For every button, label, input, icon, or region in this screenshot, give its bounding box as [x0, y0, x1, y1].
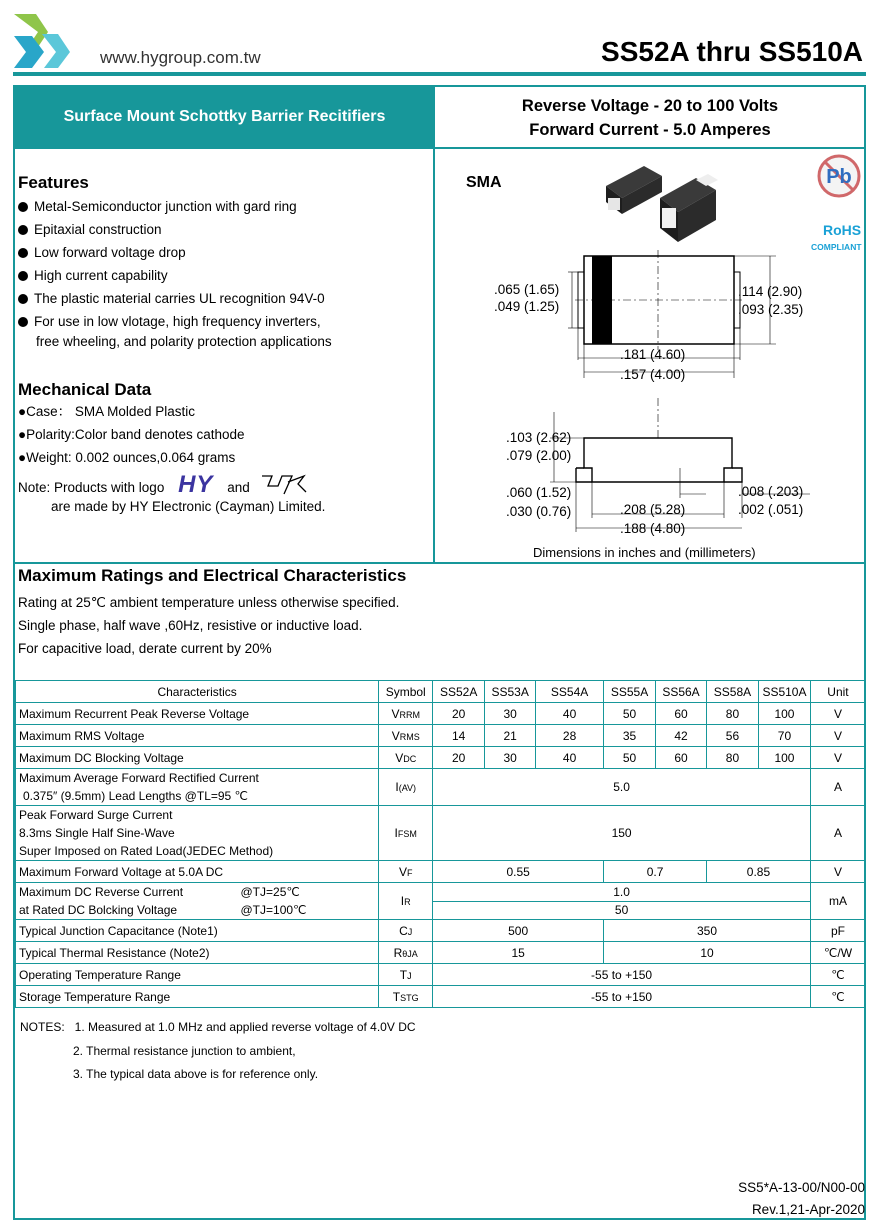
- sma-package-photo-icon: [600, 158, 730, 248]
- value-cell: 0.85: [707, 861, 811, 883]
- value-cell: 1.0: [433, 883, 811, 902]
- symbol-cell: CJ: [379, 920, 433, 942]
- table-row: [16, 883, 866, 902]
- dim-label: .181 (4.60): [620, 347, 686, 362]
- features-list: [18, 195, 332, 351]
- table-header-row: [16, 681, 866, 703]
- value-cell: 150: [433, 806, 811, 861]
- value-cell: 56: [707, 725, 759, 747]
- value-cell: -55 to +150: [433, 986, 811, 1008]
- company-logo-icon: [12, 12, 72, 70]
- value-cell: 30: [485, 703, 536, 725]
- symbol-cell: VRMS: [379, 725, 433, 747]
- table-row: [16, 747, 866, 769]
- ratings-heading: Maximum Ratings and Electrical Characteristics: [18, 566, 407, 585]
- row-label: Maximum RMS Voltage: [16, 725, 379, 747]
- dimensions-caption: Dimensions in inches and (millimeters): [533, 545, 756, 560]
- note-prefix: Note: Products with logo: [18, 480, 165, 495]
- mechanical-list: [18, 400, 245, 469]
- value-cell: 5.0: [433, 769, 811, 806]
- list-item: Metal-Semiconductor junction with gard ring: [18, 195, 332, 218]
- value-cell: 100: [758, 703, 810, 725]
- unit-cell: V: [810, 725, 865, 747]
- value-cell: 10: [604, 942, 811, 964]
- row-label: Operating Temperature Range: [16, 964, 379, 986]
- dim-label: .114 (2.90): [738, 284, 803, 299]
- column-header: Symbol: [379, 681, 433, 703]
- column-header: SS55A: [604, 681, 656, 703]
- forward-current-text: Forward Current - 5.0 Amperes: [529, 121, 771, 139]
- rating-condition: Rating at 25℃ ambient temperature unless otherwise specified.: [18, 595, 400, 610]
- product-banner: Surface Mount Schottky Barrier Recitifiers: [15, 87, 434, 147]
- value-cell: 30: [485, 747, 536, 769]
- case-text: ●Case： SMA Molded Plastic: [18, 404, 195, 419]
- value-cell: 50: [604, 747, 656, 769]
- value-cell: 35: [604, 725, 656, 747]
- value-cell: 28: [536, 725, 604, 747]
- unit-cell: A: [810, 769, 865, 806]
- symbol-cell: TSTG: [379, 986, 433, 1008]
- value-cell: 15: [433, 942, 604, 964]
- row-label: Maximum DC Reverse Current @TJ=25℃ at Rated DC Bolcking Voltage @TJ=100℃: [16, 883, 379, 920]
- row-label: Maximum Recurrent Peak Reverse Voltage: [16, 703, 379, 725]
- unit-cell: V: [810, 747, 865, 769]
- dim-label: .008 (.203): [738, 484, 804, 499]
- table-row: [16, 920, 866, 942]
- column-header: SS56A: [656, 681, 707, 703]
- list-item: Epitaxial construction: [18, 218, 332, 241]
- value-cell: 0.55: [433, 861, 604, 883]
- column-header: SS52A: [433, 681, 485, 703]
- revision-date: Rev.1,21-Apr-2020: [751, 1202, 865, 1217]
- features-heading: Features: [18, 173, 89, 192]
- symbol-cell: VF: [379, 861, 433, 883]
- value-cell: 80: [707, 747, 759, 769]
- header-rule: [13, 72, 866, 76]
- divider: [433, 87, 435, 563]
- value-cell: 20: [433, 703, 485, 725]
- dim-label: .002 (.051): [738, 502, 804, 517]
- row-label: Typical Junction Capacitance (Note1): [16, 920, 379, 942]
- dim-label: .157 (4.00): [620, 367, 686, 382]
- symbol-cell: IFSM: [379, 806, 433, 861]
- row-label: Maximum DC Blocking Voltage: [16, 747, 379, 769]
- column-header: Characteristics: [16, 681, 379, 703]
- rating-condition: Single phase, half wave ,60Hz, resistive or inductive load.: [18, 618, 363, 633]
- table-row: [16, 942, 866, 964]
- symbol-cell: VRRM: [379, 703, 433, 725]
- table-row: [16, 806, 866, 861]
- divider: [15, 147, 866, 149]
- rating-summary: [436, 94, 864, 142]
- package-name: SMA: [466, 174, 502, 191]
- column-header: SS53A: [485, 681, 536, 703]
- value-cell: 50: [433, 901, 811, 920]
- note-3: 3. The typical data above is for reference only.: [73, 1067, 319, 1081]
- value-cell: 0.7: [604, 861, 707, 883]
- value-cell: 500: [433, 920, 604, 942]
- value-cell: 70: [758, 725, 810, 747]
- value-cell: 80: [707, 703, 759, 725]
- row-label: Peak Forward Surge Current 8.3ms Single Half Sine-Wave Super Imposed on Rated Load(JEDEC Method): [16, 806, 379, 861]
- list-item: The plastic material carries UL recognition 94V-0: [18, 287, 332, 310]
- polarity-text: ●Polarity:Color band denotes cathode: [18, 427, 245, 442]
- row-label: Maximum Average Forward Rectified Current 0.375″ (9.5mm) Lead Lengths @TL=95 ℃: [16, 769, 379, 806]
- dim-label: .208 (5.28): [620, 502, 686, 517]
- value-cell: 40: [536, 703, 604, 725]
- column-header: Unit: [810, 681, 865, 703]
- dim-label: .079 (2.00): [506, 448, 572, 463]
- document-title: SS52A thru SS510A: [601, 36, 863, 67]
- rohs-label: RoHS: [823, 222, 862, 238]
- value-cell: 20: [433, 747, 485, 769]
- row-label: Maximum Forward Voltage at 5.0A DC: [16, 861, 379, 883]
- unit-cell: A: [810, 806, 865, 861]
- company-url[interactable]: www.hygroup.com.tw: [100, 48, 261, 67]
- unit-cell: ℃/W: [810, 942, 865, 964]
- value-cell: 50: [604, 703, 656, 725]
- dim-label: .103 (2.62): [506, 430, 572, 445]
- mechanical-heading: Mechanical Data: [18, 380, 152, 399]
- hy-logo-icon: HY: [178, 471, 214, 498]
- rohs-compliant-label: COMPLIANT: [811, 242, 862, 252]
- column-header: SS510A: [758, 681, 810, 703]
- unit-cell: V: [810, 861, 865, 883]
- dim-label: .049 (1.25): [494, 299, 560, 314]
- dim-label: .188 (4.80): [620, 521, 686, 536]
- unit-cell: mA: [810, 883, 865, 920]
- pb-label: Pb: [826, 166, 852, 188]
- table-row: [16, 769, 866, 806]
- table-row: [16, 964, 866, 986]
- symbol-cell: VDC: [379, 747, 433, 769]
- list-item: For use in low vlotage, high frequency inverters,: [18, 310, 332, 333]
- value-cell: 100: [758, 747, 810, 769]
- unit-cell: V: [810, 703, 865, 725]
- electrical-characteristics-table: [15, 680, 866, 1008]
- value-cell: 21: [485, 725, 536, 747]
- dim-label: .030 (0.76): [506, 504, 572, 519]
- unit-cell: ℃: [810, 964, 865, 986]
- table-row: [16, 725, 866, 747]
- symbol-cell: IR: [379, 883, 433, 920]
- divider: [15, 562, 866, 564]
- note-and: and: [227, 480, 250, 495]
- symbol-cell: RθJA: [379, 942, 433, 964]
- symbol-cell: TJ: [379, 964, 433, 986]
- row-label: Typical Thermal Resistance (Note2): [16, 942, 379, 964]
- table-row: [16, 986, 866, 1008]
- reverse-voltage-text: Reverse Voltage - 20 to 100 Volts: [521, 97, 779, 115]
- list-item: High current capability: [18, 264, 332, 287]
- dim-label: .060 (1.52): [506, 485, 572, 500]
- value-cell: 60: [656, 703, 707, 725]
- unit-cell: ℃: [810, 986, 865, 1008]
- list-item: free wheeling, and polarity protection applications: [36, 334, 332, 349]
- list-item: Low forward voltage drop: [18, 241, 332, 264]
- value-cell: 42: [656, 725, 707, 747]
- weight-text: ●Weight: 0.002 ounces,0.064 grams: [18, 450, 236, 465]
- value-cell: -55 to +150: [433, 964, 811, 986]
- ratings-conditions: [18, 591, 399, 660]
- document-code: SS5*A-13-00/N00-00: [738, 1180, 865, 1195]
- value-cell: 350: [604, 920, 811, 942]
- table-row: [16, 861, 866, 883]
- column-header: SS58A: [707, 681, 759, 703]
- column-header: SS54A: [536, 681, 604, 703]
- value-cell: 60: [656, 747, 707, 769]
- unit-cell: pF: [810, 920, 865, 942]
- value-cell: 14: [433, 725, 485, 747]
- symbol-cell: I(AV): [379, 769, 433, 806]
- dim-label: .065 (1.65): [494, 282, 560, 297]
- dim-label: .093 (2.35): [738, 302, 804, 317]
- table-row: [16, 703, 866, 725]
- note-suffix: are made by HY Electronic (Cayman) Limited.: [51, 499, 326, 514]
- note-1: NOTES: 1. Measured at 1.0 MHz and applied reverse voltage of 4.0V DC: [20, 1020, 416, 1034]
- no-lead-icon: [815, 152, 863, 200]
- rating-condition: For capacitive load, derate current by 20%: [18, 641, 272, 656]
- note-2: 2. Thermal resistance junction to ambient,: [73, 1044, 296, 1058]
- value-cell: 40: [536, 747, 604, 769]
- row-label: Storage Temperature Range: [16, 986, 379, 1008]
